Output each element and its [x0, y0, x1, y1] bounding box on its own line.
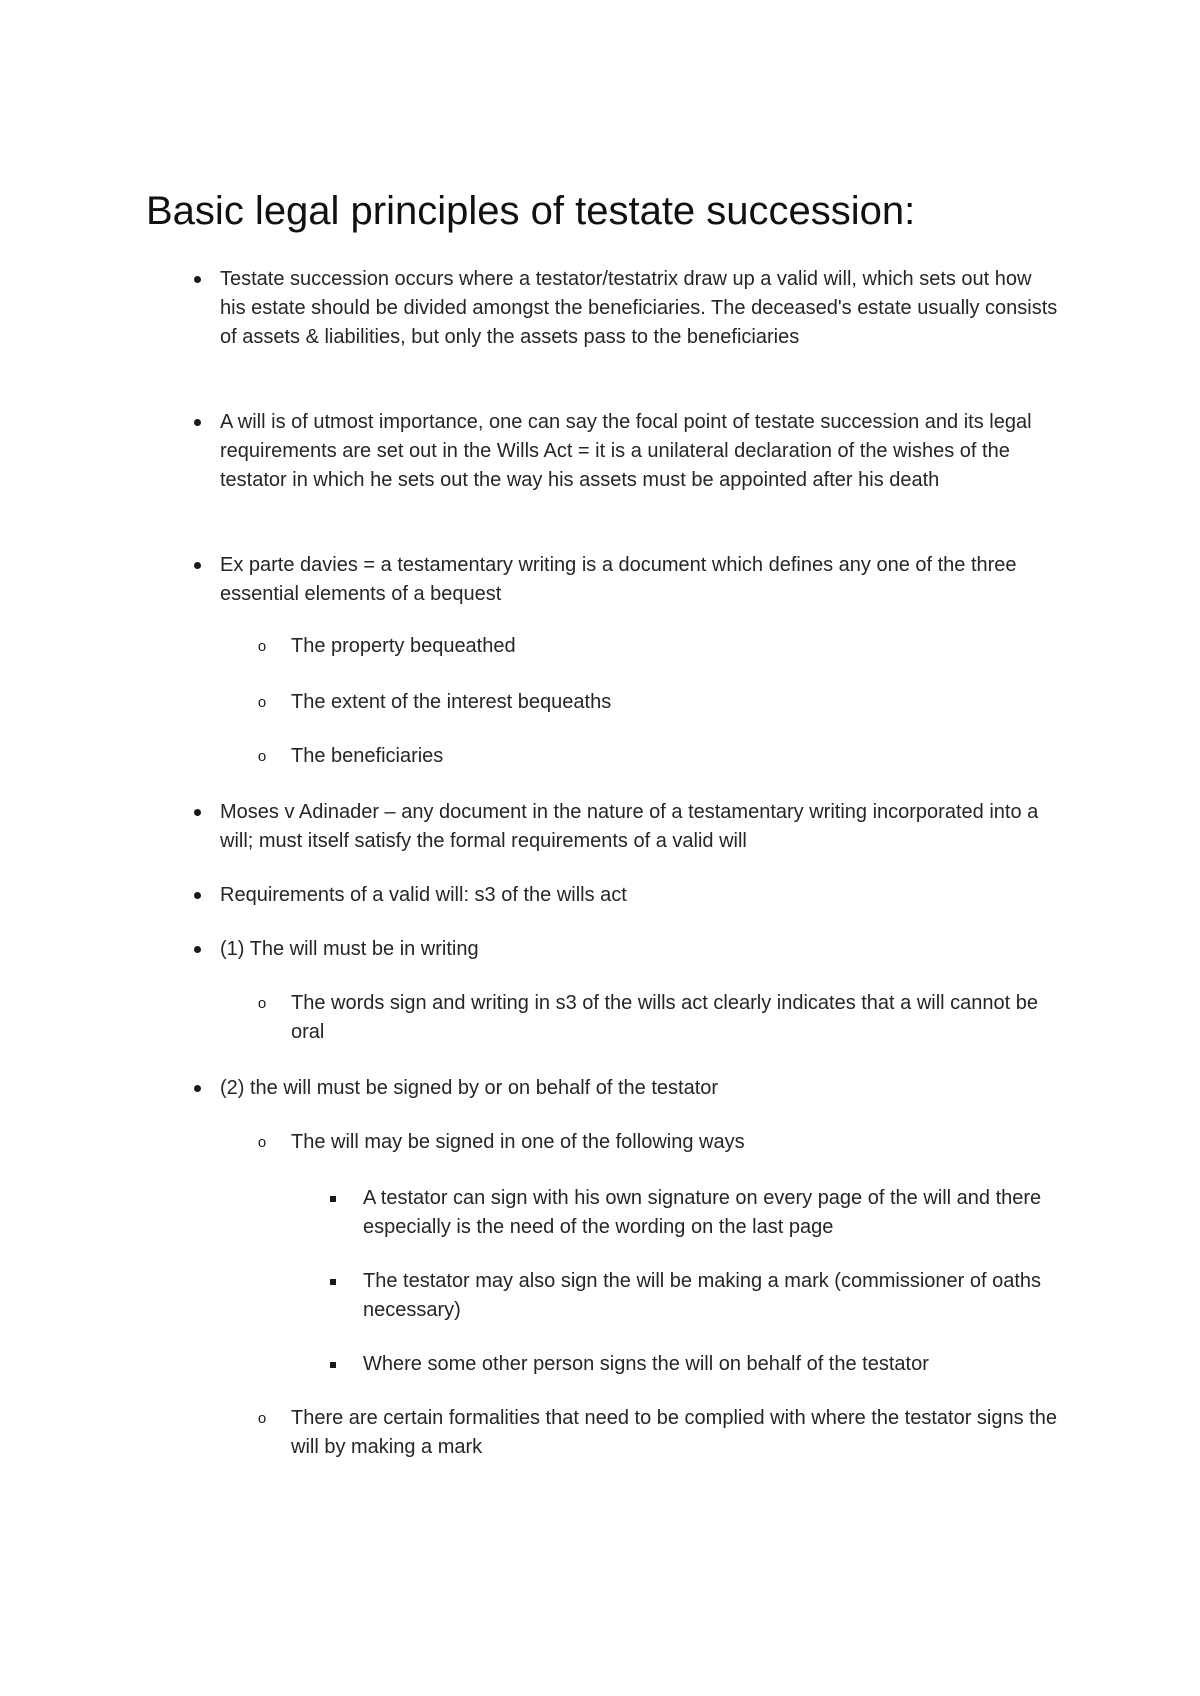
bullet-icon [190, 408, 204, 437]
sub-bullet-icon: o [257, 1134, 267, 1151]
sub-bullet-icon: o [257, 638, 267, 655]
sub-sub-list-item [363, 1267, 1071, 1325]
sub-list-item [257, 742, 1071, 771]
sub-list-item-text: The beneficiaries [291, 745, 444, 767]
bullet-icon [190, 551, 204, 580]
bullet-icon [190, 935, 204, 964]
sub-sub-list-item-text: The testator may also sign the will be making a mark (commissioner of oaths necessary) [363, 1270, 1042, 1321]
sub-bullet-icon: o [257, 748, 267, 765]
bullet-icon [190, 881, 204, 910]
sub-list-item [257, 632, 1071, 661]
bullet-icon [190, 1074, 204, 1103]
list-item [220, 935, 1058, 964]
square-bullet-icon [326, 1350, 340, 1379]
sub-list-item [257, 1128, 1071, 1157]
sub-bullet-icon: o [257, 995, 267, 1012]
list-item [220, 408, 1058, 495]
sub-bullet-icon: o [257, 694, 267, 711]
sub-sub-list-item [363, 1184, 1071, 1242]
sub-list-item [257, 688, 1071, 717]
list-item-text: (2) the will must be signed by or on behalf of the testator [220, 1077, 719, 1099]
bullet-icon [190, 798, 204, 827]
sub-list-item [257, 1404, 1071, 1462]
page-title: Basic legal principles of testate succession: [146, 189, 916, 233]
sub-bullet-icon: o [257, 1410, 267, 1427]
sub-sub-list-item-text: A testator can sign with his own signature on every page of the will and there especially is the need of the wording on the last page [363, 1187, 1042, 1238]
sub-list-item-text: The extent of the interest bequeaths [291, 691, 612, 713]
list-item [220, 265, 1058, 352]
square-bullet-icon [326, 1267, 340, 1296]
list-item [220, 551, 1058, 609]
sub-list-item-text: The property bequeathed [291, 635, 516, 657]
sub-sub-list-item-text: Where some other person signs the will on behalf of the testator [363, 1353, 929, 1375]
list-item-text: A will is of utmost importance, one can say the focal point of testate succession and its legal requirements are set out in the Wills Act = it is a unilateral declaration of the wishes of the testator in which he sets out the way his assets must be appointed after his death [220, 411, 1032, 491]
list-item-text: Ex parte davies = a testamentary writing is a document which defines any one of the three essential elements of a bequest [220, 554, 1017, 605]
list-item-text: Moses v Adinader – any document in the nature of a testamentary writing incorporated into a will; must itself satisfy the formal requirements of a valid will [220, 801, 1039, 852]
list-item [220, 881, 1058, 910]
list-item-text: Requirements of a valid will: s3 of the wills act [220, 884, 627, 906]
sub-list-item-text: The words sign and writing in s3 of the wills act clearly indicates that a will cannot be oral [291, 992, 1039, 1043]
sub-list-item-text: The will may be signed in one of the following ways [291, 1131, 745, 1153]
sub-list-item [257, 989, 1071, 1047]
sub-sub-list-item [363, 1350, 1071, 1379]
square-bullet-icon [326, 1184, 340, 1213]
sub-list-item-text: There are certain formalities that need to be complied with where the testator signs the will by making a mark [291, 1407, 1057, 1458]
list-item [220, 1074, 1058, 1103]
list-item [220, 798, 1058, 856]
list-item-text: (1) The will must be in writing [220, 938, 479, 960]
list-item-text: Testate succession occurs where a testator/testatrix draw up a valid will, which sets out how his estate should be divided amongst the beneficiaries. The deceased's estate usually consists of assets & liabilities, but only the assets pass to the beneficiaries [220, 268, 1058, 348]
bullet-icon [190, 265, 204, 294]
